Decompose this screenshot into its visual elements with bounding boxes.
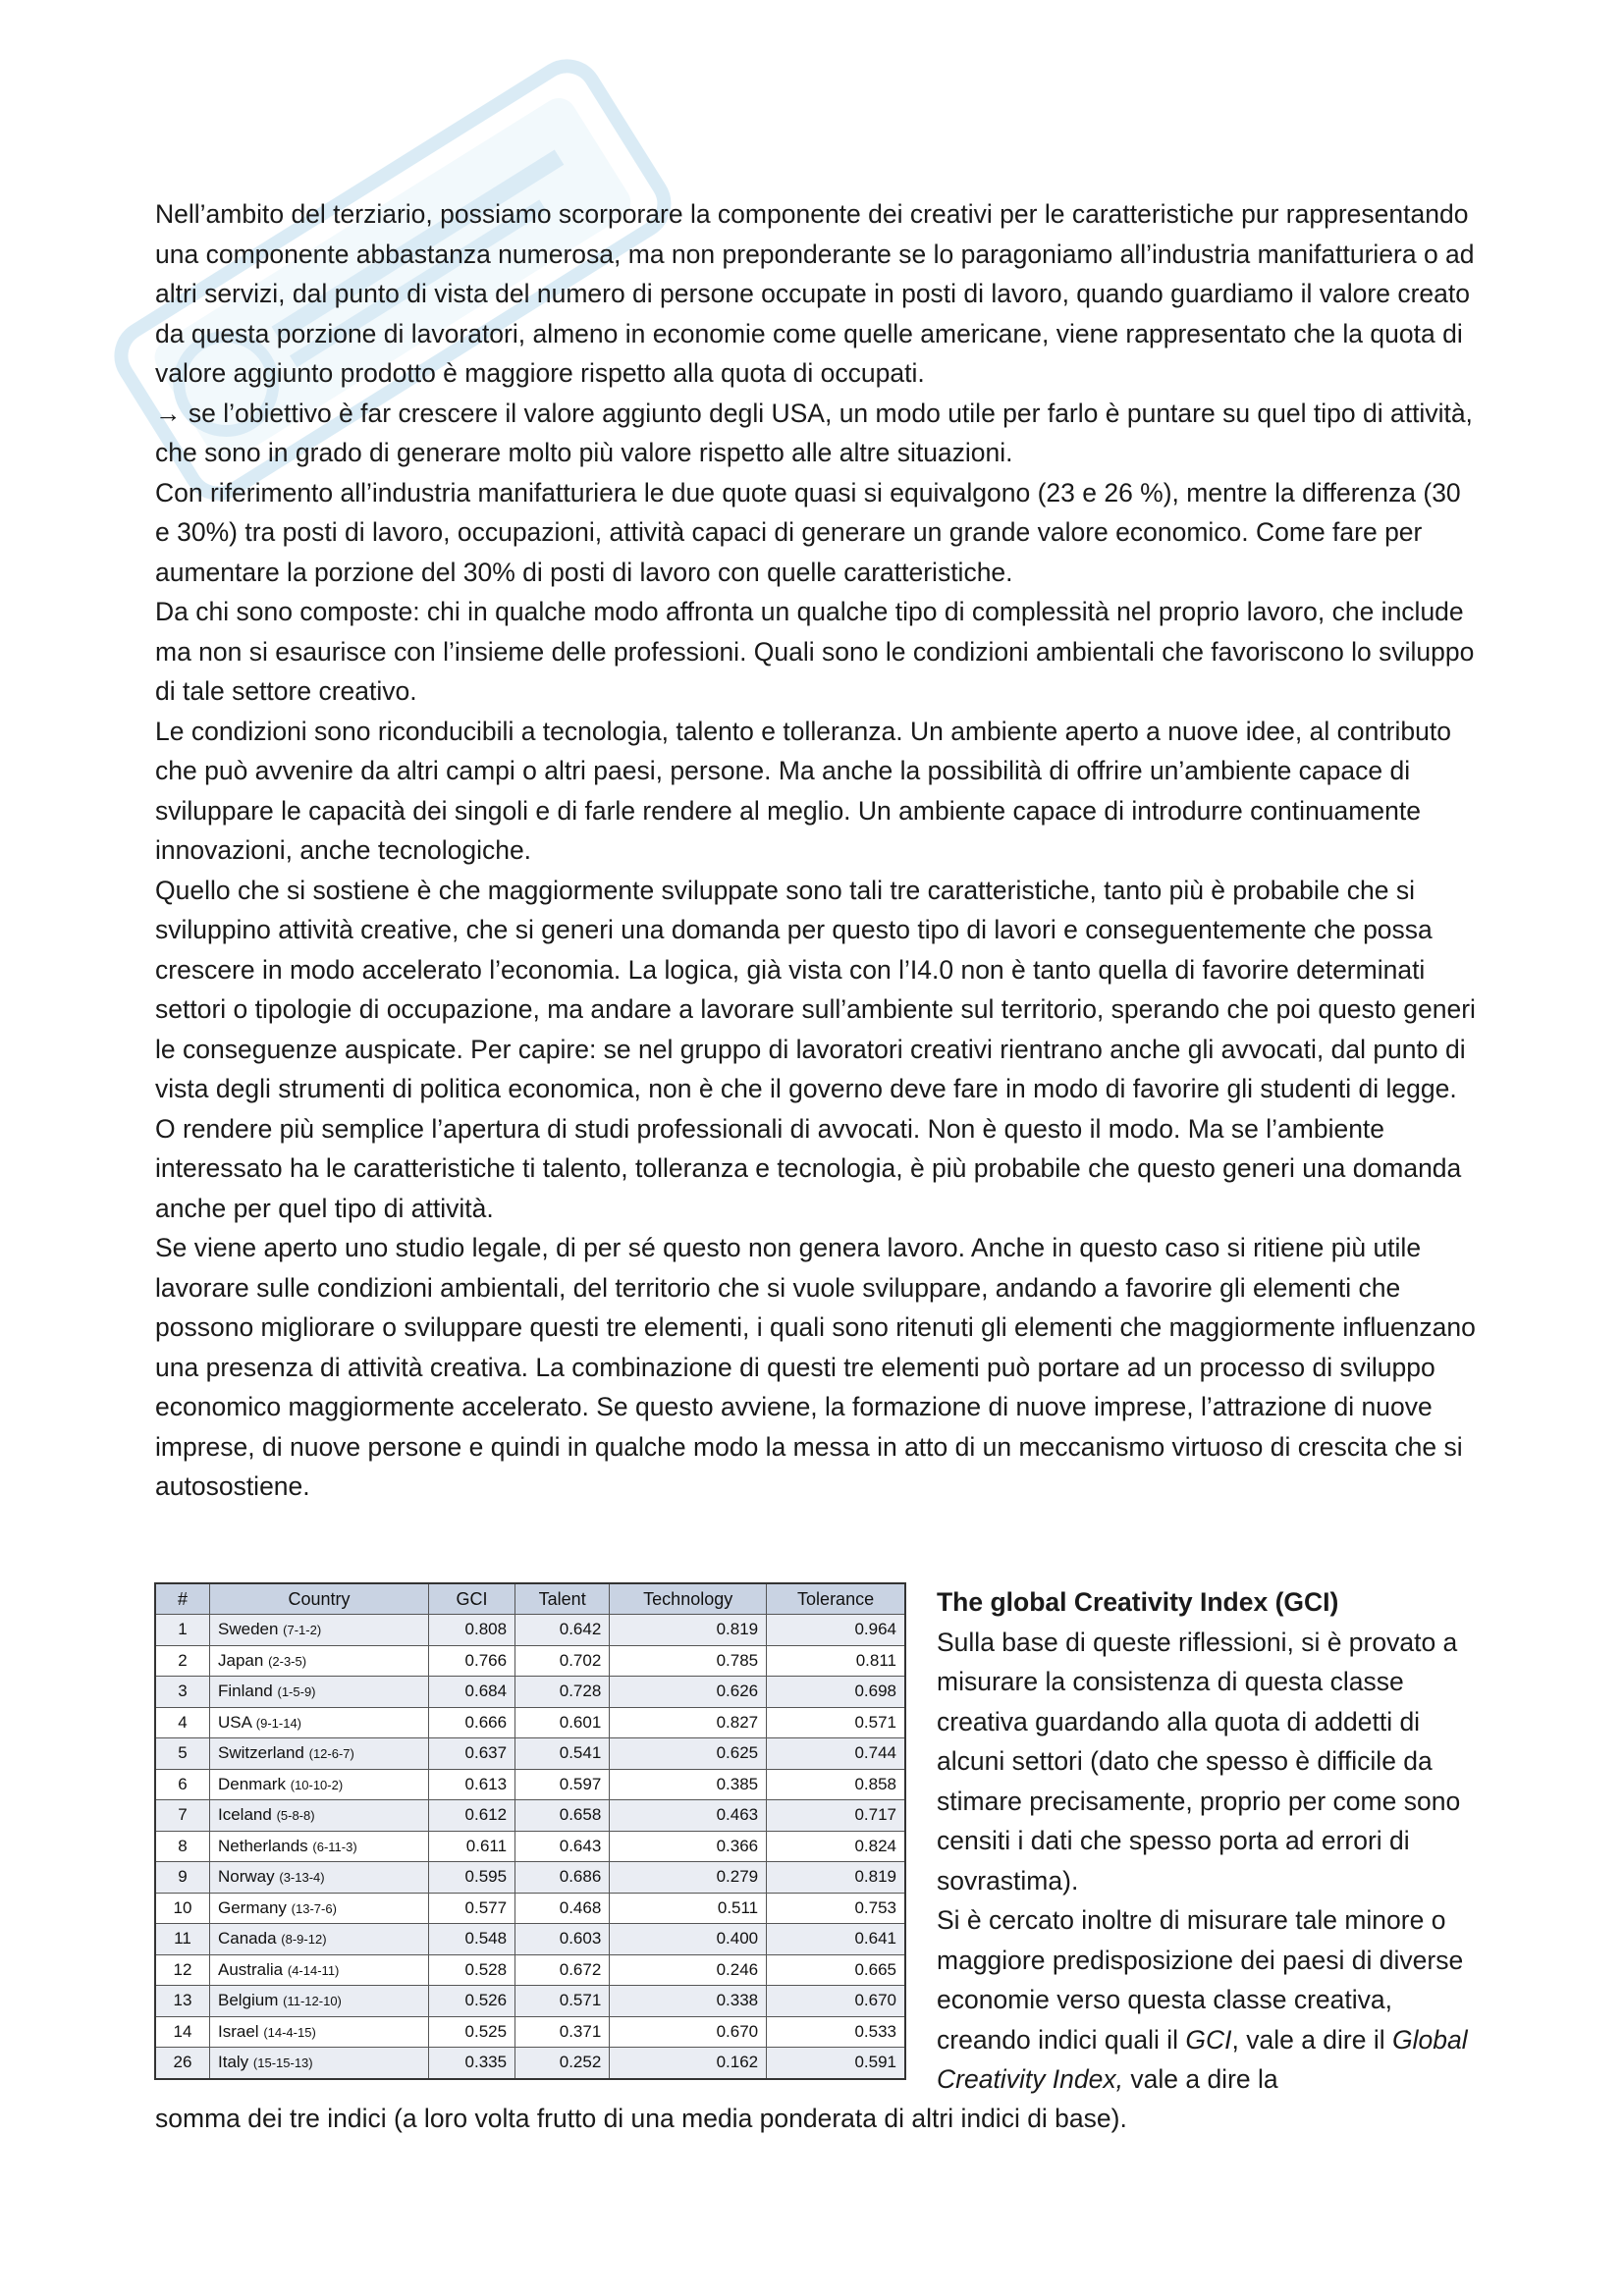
- table-row: [155, 1615, 905, 1646]
- talent-cell: 0.728: [515, 1677, 610, 1708]
- technology-cell: 0.819: [610, 1615, 767, 1646]
- talent-cell: 0.686: [515, 1862, 610, 1894]
- country-cell: [210, 1986, 429, 2017]
- country-subranks: (1-5-9): [277, 1684, 316, 1700]
- country-subranks: (10-10-2): [290, 1777, 344, 1792]
- country-name: Iceland: [218, 1805, 272, 1825]
- rank-cell: 26: [155, 2048, 210, 2079]
- country-cell: [210, 1831, 429, 1862]
- rank-cell: 12: [155, 1954, 210, 1986]
- talent-cell: 0.571: [515, 1986, 610, 2017]
- country-cell: [210, 1707, 429, 1738]
- tolerance-cell: 0.670: [767, 1986, 905, 2017]
- technology-cell: 0.463: [610, 1800, 767, 1832]
- rank-cell: 8: [155, 1831, 210, 1862]
- country-subranks: (14-4-15): [263, 2024, 316, 2040]
- paragraph-6: Quello che si sostiene è che maggiormente sviluppate sono tali tre caratteristiche, tanto più è probabile che si sviluppino attività creative, che si generi una domanda per questo tipo di lavori e conseguentemente che possa crescere in modo accelerato l’economia. La logica, già vista con l’I4.0 non è tanto quella di favorire determinati settori o tipologie di occupazione, ma andare a lavorare sull’ambiente sul territorio, sperando che poi questo generi le conseguenze auspicate. Per capire: se nel gruppo di lavoratori creativi rientrano anche gli avvocati, dal punto di vista degli strumenti di politica economica, non è che il governo deve fare in modo di favorire gli studenti di legge. O rendere più semplice l’apertura di studi professionali di avvocati. Non è questo il modo. Ma se l’ambiente interessato ha le caratteristiche ti talento, tolleranza e tecnologia, è più probabile che questo generi una domanda anche per quel tipo di attività.: [155, 875, 1476, 1223]
- country-cell: [210, 1924, 429, 1955]
- rank-cell: 7: [155, 1800, 210, 1832]
- gci-cell: 0.595: [429, 1862, 515, 1894]
- side-p2-gci-full: Global Creativity Index,: [937, 2024, 1468, 2094]
- rank-cell: 6: [155, 1769, 210, 1800]
- technology-cell: 0.385: [610, 1769, 767, 1800]
- gci-cell: 0.577: [429, 1893, 515, 1924]
- technology-cell: 0.785: [610, 1645, 767, 1677]
- country-subranks: (13-7-6): [291, 1900, 337, 1916]
- paragraph-1: Nell’ambito del terziario, possiamo scorporare la componente dei creativi per le caratteristiche pur rappresentando una componente abbastanza numerosa, ma non preponderante se lo paragoniamo all’industria manifatturiera o ad altri servizi, dal punto di vista del numero di persone occupate in posti di lavoro, quando guardiamo il valore creato da questa porzione di lavoratori, almeno in economie come quelle americane, viene rappresentato che la quota di valore aggiunto prodotto è maggiore rispetto alla quota di occupati.: [155, 199, 1475, 388]
- country-subranks: (8-9-12): [281, 1932, 327, 1948]
- tolerance-cell: 0.591: [767, 2048, 905, 2079]
- rank-cell: 2: [155, 1645, 210, 1677]
- paragraph-5: Le condizioni sono riconducibili a tecnologia, talento e tolleranza. Un ambiente aperto a nuove idee, al contributo che può avvenire da altri campi o altri paesi, persone. Ma anche la possibilità di offrire un’ambiente capace di sviluppare le capacità dei singoli e di farle rendere al meglio. Un ambiente capace di introdurre continuamente innovazioni, anche tecnologiche.: [155, 716, 1451, 865]
- country-name: Canada: [218, 1929, 277, 1949]
- tolerance-cell: 0.753: [767, 1893, 905, 1924]
- country-cell: [210, 1893, 429, 1924]
- tolerance-cell: 0.571: [767, 1707, 905, 1738]
- technology-cell: 0.827: [610, 1707, 767, 1738]
- table-row: [155, 1954, 905, 1986]
- tolerance-cell: 0.744: [767, 1738, 905, 1770]
- tolerance-cell: 0.964: [767, 1615, 905, 1646]
- table-row: [155, 1986, 905, 2017]
- country-cell: [210, 1769, 429, 1800]
- country-name: Israel: [218, 2021, 259, 2041]
- table-row: [155, 1769, 905, 1800]
- talent-cell: 0.643: [515, 1831, 610, 1862]
- talent-cell: 0.541: [515, 1738, 610, 1770]
- country-name: Finland: [218, 1682, 273, 1701]
- rank-cell: 9: [155, 1862, 210, 1894]
- tolerance-cell: 0.665: [767, 1954, 905, 1986]
- country-subranks: (2-3-5): [268, 1653, 307, 1669]
- country-cell: [210, 2048, 429, 2079]
- country-cell: [210, 1800, 429, 1832]
- talent-cell: 0.597: [515, 1769, 610, 1800]
- country-subranks: (7-1-2): [283, 1623, 322, 1638]
- rank-cell: 10: [155, 1893, 210, 1924]
- talent-cell: 0.252: [515, 2048, 610, 2079]
- talent-cell: 0.702: [515, 1645, 610, 1677]
- country-name: Australia: [218, 1959, 284, 1979]
- rank-cell: 14: [155, 2016, 210, 2048]
- rank-cell: 3: [155, 1677, 210, 1708]
- country-cell: [210, 2016, 429, 2048]
- table-body: [155, 1615, 905, 2079]
- gci-table-figure: [154, 1582, 908, 2080]
- tolerance-cell: 0.819: [767, 1862, 905, 1894]
- country-name: Belgium: [218, 1991, 279, 2010]
- col-header-technology: Technology: [610, 1583, 767, 1615]
- technology-cell: 0.246: [610, 1954, 767, 1986]
- table-row: [155, 1893, 905, 1924]
- table-row: [155, 1924, 905, 1955]
- talent-cell: 0.601: [515, 1707, 610, 1738]
- col-header-tolerance: Tolerance: [767, 1583, 905, 1615]
- technology-cell: 0.625: [610, 1738, 767, 1770]
- country-name: Netherlands: [218, 1836, 308, 1855]
- country-name: USA: [218, 1712, 252, 1732]
- side-p2-gci: GCI: [1185, 2024, 1232, 2055]
- country-name: Denmark: [218, 1774, 286, 1793]
- country-subranks: (5-8-8): [276, 1808, 315, 1824]
- country-subranks: (12-6-7): [308, 1746, 354, 1762]
- tolerance-cell: 0.698: [767, 1677, 905, 1708]
- table-row: [155, 2016, 905, 2048]
- country-cell: [210, 1615, 429, 1646]
- paragraph-2: → se l’obiettivo è far crescere il valore aggiunto degli USA, un modo utile per farlo è puntare su quel tipo di attività, che sono in grado di generare molto più valore rispetto alle altre situazioni.: [155, 398, 1473, 467]
- country-name: Italy: [218, 2053, 249, 2072]
- talent-cell: 0.371: [515, 2016, 610, 2048]
- tolerance-cell: 0.811: [767, 1645, 905, 1677]
- side-paragraph-1: Sulla base di queste riflessioni, si è provato a misurare la consistenza di questa classe creativa guardando alla quota di addetti di alcuni settori (dato che spesso è difficile da stimare precisamente, proprio per come sono censiti i dati che spesso porta ad errori di sovrastima).: [937, 1627, 1461, 1896]
- technology-cell: 0.400: [610, 1924, 767, 1955]
- table-row: [155, 2048, 905, 2079]
- rank-cell: 13: [155, 1986, 210, 2017]
- rank-cell: 1: [155, 1615, 210, 1646]
- gci-description: [937, 1582, 1487, 2100]
- talent-cell: 0.603: [515, 1924, 610, 1955]
- tolerance-cell: 0.824: [767, 1831, 905, 1862]
- country-subranks: (9-1-14): [255, 1715, 302, 1731]
- table-row: [155, 1800, 905, 1832]
- gci-cell: 0.666: [429, 1707, 515, 1738]
- col-header-country: Country: [210, 1583, 429, 1615]
- country-name: Sweden: [218, 1620, 279, 1639]
- tolerance-cell: 0.533: [767, 2016, 905, 2048]
- country-subranks: (15-15-13): [252, 2056, 313, 2071]
- gci-cell: 0.808: [429, 1615, 515, 1646]
- technology-cell: 0.338: [610, 1986, 767, 2017]
- technology-cell: 0.162: [610, 2048, 767, 2079]
- country-subranks: (11-12-10): [283, 1994, 342, 2009]
- country-subranks: (3-13-4): [279, 1870, 325, 1886]
- side-paragraph-2: [937, 1900, 1487, 2100]
- technology-cell: 0.626: [610, 1677, 767, 1708]
- talent-cell: 0.672: [515, 1954, 610, 1986]
- country-cell: [210, 1954, 429, 1986]
- technology-cell: 0.670: [610, 2016, 767, 2048]
- col-header-talent: Talent: [515, 1583, 610, 1615]
- side-p2-mid: , vale a dire il: [1231, 2024, 1392, 2055]
- col-header-rank: #: [155, 1583, 210, 1615]
- gci-cell: 0.335: [429, 2048, 515, 2079]
- gci-cell: 0.613: [429, 1769, 515, 1800]
- paragraph-7: Se viene aperto uno studio legale, di per sé questo non genera lavoro. Anche in questo caso si ritiene più utile lavorare sulle condizioni ambientali, del territorio che si vuole sviluppare, andando a favorire gli elementi che possono migliorare o sviluppare questi tre elementi, i quali sono ritenuti gli elementi che maggiormente influenzano una presenza di attività creativa. La combinazione di questi tre elementi può portare ad un processo di sviluppo economico maggiormente accelerato. Se questo avviene, la formazione di nuove imprese, l’attrazione di nuove imprese, di nuove persone e quindi in qualche modo la messa in atto di un meccanismo virtuoso di crescita che si autosostiene.: [155, 1233, 1476, 1501]
- country-cell: [210, 1677, 429, 1708]
- gci-table: [154, 1582, 906, 2080]
- table-row: [155, 1677, 905, 1708]
- country-cell: [210, 1738, 429, 1770]
- closing-line: somma dei tre indici (a loro volta frutto di una media ponderata di altri indici di base).: [155, 2104, 1127, 2133]
- gci-cell: 0.525: [429, 2016, 515, 2048]
- section-title: The global Creativity Index (GCI): [937, 1587, 1339, 1617]
- table-row: [155, 1738, 905, 1770]
- tolerance-cell: 0.641: [767, 1924, 905, 1955]
- tolerance-cell: 0.858: [767, 1769, 905, 1800]
- country-subranks: (6-11-3): [312, 1839, 357, 1854]
- gci-cell: 0.612: [429, 1800, 515, 1832]
- body-text: [155, 194, 1481, 1507]
- talent-cell: 0.658: [515, 1800, 610, 1832]
- gci-cell: 0.766: [429, 1645, 515, 1677]
- gci-cell: 0.637: [429, 1738, 515, 1770]
- paragraph-4: Da chi sono composte: chi in qualche modo affronta un qualche tipo di complessità nel proprio lavoro, che include ma non si esaurisce con l’insieme delle professioni. Quali sono le condizioni ambientali che favoriscono lo sviluppo di tale settore creativo.: [155, 597, 1475, 706]
- talent-cell: 0.468: [515, 1893, 610, 1924]
- gci-cell: 0.684: [429, 1677, 515, 1708]
- gci-cell: 0.548: [429, 1924, 515, 1955]
- technology-cell: 0.511: [610, 1893, 767, 1924]
- country-name: Germany: [218, 1897, 287, 1917]
- country-subranks: (4-14-11): [287, 1962, 340, 1978]
- tolerance-cell: 0.717: [767, 1800, 905, 1832]
- rank-cell: 4: [155, 1707, 210, 1738]
- country-name: Switzerland: [218, 1743, 304, 1763]
- table-row: [155, 1831, 905, 1862]
- rank-cell: 5: [155, 1738, 210, 1770]
- table-row: [155, 1707, 905, 1738]
- side-p2-end: vale a dire la: [1123, 2064, 1278, 2094]
- talent-cell: 0.642: [515, 1615, 610, 1646]
- paragraph-3: Con riferimento all’industria manifatturiera le due quote quasi si equivalgono (23 e 26 %), mentre la differenza (30 e 30%) tra posti di lavoro, occupazioni, attività capaci di generare un grande valore economico. Come fare per aumentare la porzione del 30% di posti di lavoro con quelle caratteristiche.: [155, 477, 1461, 587]
- table-row: [155, 1862, 905, 1894]
- technology-cell: 0.366: [610, 1831, 767, 1862]
- side-p2-start: Si è cercato inoltre di misurare tale minore o maggiore predisposizione dei paesi di diverse economie verso questa classe creativa, creando indici quali il: [937, 1905, 1464, 2055]
- col-header-gci: GCI: [429, 1583, 515, 1615]
- table-header-row: [155, 1583, 905, 1615]
- rank-cell: 11: [155, 1924, 210, 1955]
- country-name: Japan: [218, 1650, 264, 1670]
- country-cell: [210, 1645, 429, 1677]
- technology-cell: 0.279: [610, 1862, 767, 1894]
- country-name: Norway: [218, 1867, 275, 1887]
- table-row: [155, 1645, 905, 1677]
- gci-cell: 0.611: [429, 1831, 515, 1862]
- gci-cell: 0.526: [429, 1986, 515, 2017]
- country-cell: [210, 1862, 429, 1894]
- gci-cell: 0.528: [429, 1954, 515, 1986]
